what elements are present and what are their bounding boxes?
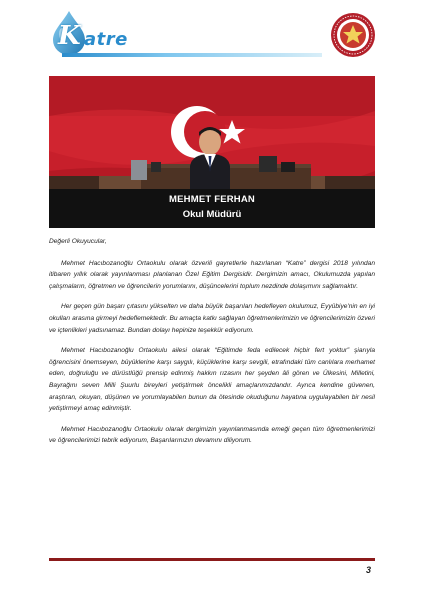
photo-caption [49, 189, 375, 228]
footer-divider [49, 558, 375, 561]
logo-wordmark: atre [84, 29, 128, 50]
principal-title: Okul Müdürü [182, 209, 242, 220]
salutation: Değerli Okuyucular, [49, 238, 107, 245]
letter-body [49, 236, 375, 456]
paragraph: Mehmet Hacıbozanoğlu Ortaokulu olarak dergimizin yayınlanmasında emeği geçen tüm öğretmenlerimizi ve öğrencilerimizi tebrik ediyorum, Başarılarınızın devamını diliyorum. [49, 425, 375, 445]
principal-name: MEHMET FERHAN [169, 194, 255, 205]
page-number: 3 [366, 565, 372, 575]
logo-initial: K [58, 21, 81, 51]
paragraph: Mehmet Hacıbozanoğlu Ortaokulu olarak özverili gayretlerle hazırlanan “Katre” dergisi 2018 yılından itibaren yıllık olarak yayınlanması planlanan Özel Eğitim Dergisidir. Dergimizin amacı, Okulumuzda yapılan çalışmaların, öğretmen ve öğrencilerin yorumlarını, düşüncelerini toplum nezdinde dolaşımını sağlamaktır. [49, 259, 375, 290]
paragraph: Her geçen gün başarı çıtasını yükselten ve daha büyük başarıları hedefleyen okulumuz, Eyyübiye'nin en iyi okulları arasına girmeyi hedeflemektedir. Bu amaçta katkı sağlayan öğretmenlerimizin ve öğrencilerimizin özveri ve içtenlikleri yadsınamaz. Bundan dolayı hepinize teşekkür ediyorum. [49, 303, 375, 334]
school-seal-icon [330, 12, 376, 58]
paragraph: Mehmet Hacıbozanoğlu Ortaokulu ailesi olarak “Eğitimde feda edilecek hiçbir fert yoktur” şiarıyla öğrencisini önemseyen, büyüklerine karşı saygılı, küçüklerine karşı sevgili, etrafındaki tüm canlılara merhamet eden, doğruluğu ve dürüstlüğü prensip edinmiş hakkın rızasını her şeyden âli gören ve Ülkesini, Milletini, Bayrağını seven Milli Şuurlu bireyleri yetiştirmek öncelikli amaçlarımızdandır. Ayrıca kendine güvenen, araştıran, okuyan, düşünen ve yorumlayabilen bunun da ötesinde okuduğunu hayatına uygulayabilen bir nesil yetiştirmeyi amaç edinmiştir. [49, 347, 375, 413]
logo-underline [62, 53, 322, 57]
page-header [0, 0, 425, 72]
